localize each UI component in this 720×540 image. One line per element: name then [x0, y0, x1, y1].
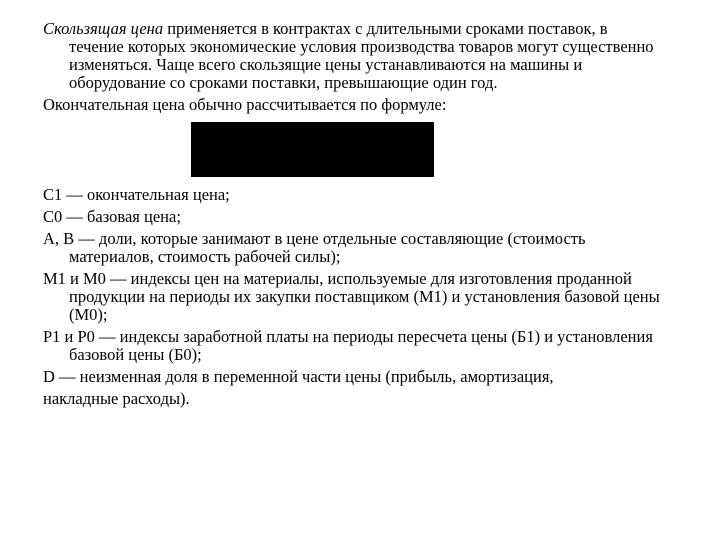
intro-paragraph — [43, 20, 663, 92]
intro-text-block — [43, 20, 663, 118]
definition-a-b: А, В — доли, которые занимают в цене отдельные составляющие (стоимость материалов, стоимость рабочей силы); — [43, 229, 586, 266]
intro-body: применяется в контрактах с длительными сроками поставок, в течение которых экономические условия производства товаров могут существенно изменяться. Чаще всего скользящие цены устанавливаются на машины и оборудование со сроками поставки, превышающие один год. — [69, 19, 654, 92]
definition-p1-p0: Р1 и Р0 — индексы заработной платы на периоды пересчета цены (Б1) и установления базовой цены (Б0); — [43, 327, 653, 364]
formula-image-placeholder — [191, 122, 434, 177]
intro-term: Скользящая цена — [43, 19, 164, 38]
definition-m1-m0: М1 и М0 — индексы цен на материалы, используемые для изготовления проданной продукции на периоды их закупки поставщиком (М1) и установления базовой цены (М0); — [43, 269, 660, 324]
definition-c1: С1 — окончательная цена; — [43, 185, 230, 204]
definition-d-line2: накладные расходы). — [43, 389, 190, 408]
definition-d-line1: D — неизменная доля в переменной части цены (прибыль, амортизация, — [43, 367, 554, 386]
definition-c0: С0 — базовая цена; — [43, 207, 181, 226]
definitions-block — [43, 186, 663, 412]
formula-intro: Окончательная цена обычно рассчитывается по формуле: — [43, 95, 447, 114]
